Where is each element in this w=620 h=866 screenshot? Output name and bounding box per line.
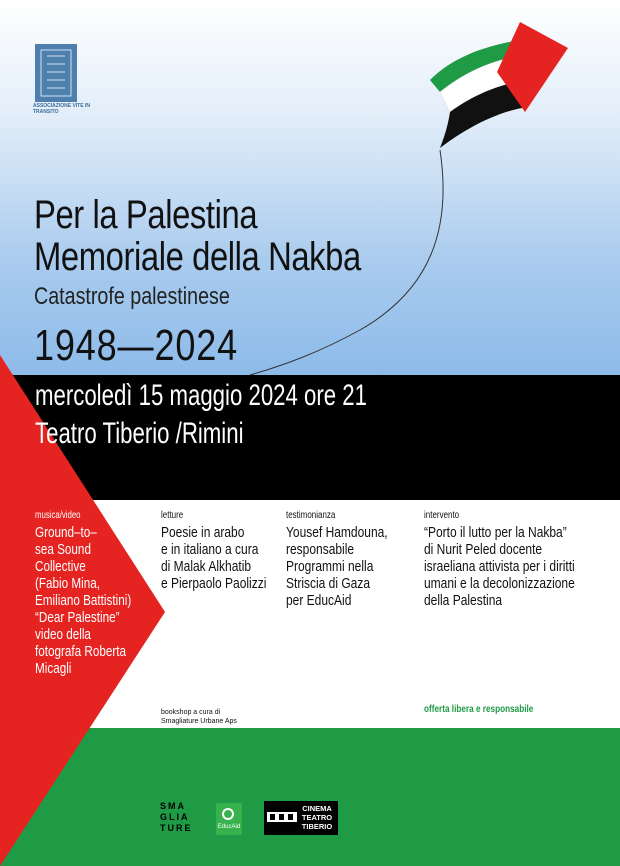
program-intervento bbox=[424, 510, 575, 609]
program-label: testimonianza bbox=[286, 510, 336, 521]
program-text: “Porto il lutto per la Nakba” di Nurit Peled docente israeliana attivista per i diritti umani e la decolonizzazione della Palestina bbox=[424, 524, 575, 609]
event-venue: Teatro Tiberio /Rimini bbox=[35, 417, 244, 450]
event-date: mercoledì 15 maggio 2024 ore 21 bbox=[35, 379, 367, 412]
association-logo bbox=[35, 44, 77, 102]
program-music-video bbox=[35, 510, 131, 677]
program-text: Ground–to– sea Sound Collective (Fabio Mina, Emiliano Battistini) “Dear Palestine” video della fotografa Roberta Micagli bbox=[35, 524, 132, 677]
program-label: musica/video bbox=[35, 510, 81, 521]
educaid-logo bbox=[216, 803, 242, 835]
program-text: Poesie in arabo e in italiano a cura di Malak Alkhatib e Pierpaolo Paolizzi bbox=[161, 524, 267, 592]
cinema-teatro-tiberio-logo bbox=[264, 801, 338, 835]
association-name: ASSOCIAZIONE VITE IN TRANSITO bbox=[33, 103, 90, 115]
program-text: Yousef Hamdouna, responsabile Programmi nella Striscia di Gaza per EducAid bbox=[286, 524, 388, 609]
program-letture bbox=[161, 510, 266, 592]
smagliature-name: SMA GLIA TURE bbox=[160, 801, 193, 833]
program-label: letture bbox=[161, 510, 184, 521]
film-strip-icon bbox=[267, 810, 297, 824]
title-line-2: Memoriale della Nakba bbox=[34, 235, 361, 279]
educaid-name: EducAid bbox=[217, 824, 241, 830]
years: 1948—2024 bbox=[34, 321, 238, 370]
subtitle: Catastrofe palestinese bbox=[34, 283, 230, 310]
program-testimonianza bbox=[286, 510, 388, 609]
title-line-1: Per la Palestina bbox=[34, 193, 258, 237]
offerta-note: offerta libera e responsabile bbox=[424, 704, 534, 715]
bookshop-note: bookshop a cura di Smagliature Urbane Aps bbox=[161, 709, 237, 725]
educaid-ring-icon bbox=[222, 808, 234, 820]
smagliature-logo bbox=[160, 801, 198, 835]
program-label: intervento bbox=[424, 510, 460, 521]
cinema-name: CINEMA TEATRO TIBERIO bbox=[301, 804, 333, 831]
